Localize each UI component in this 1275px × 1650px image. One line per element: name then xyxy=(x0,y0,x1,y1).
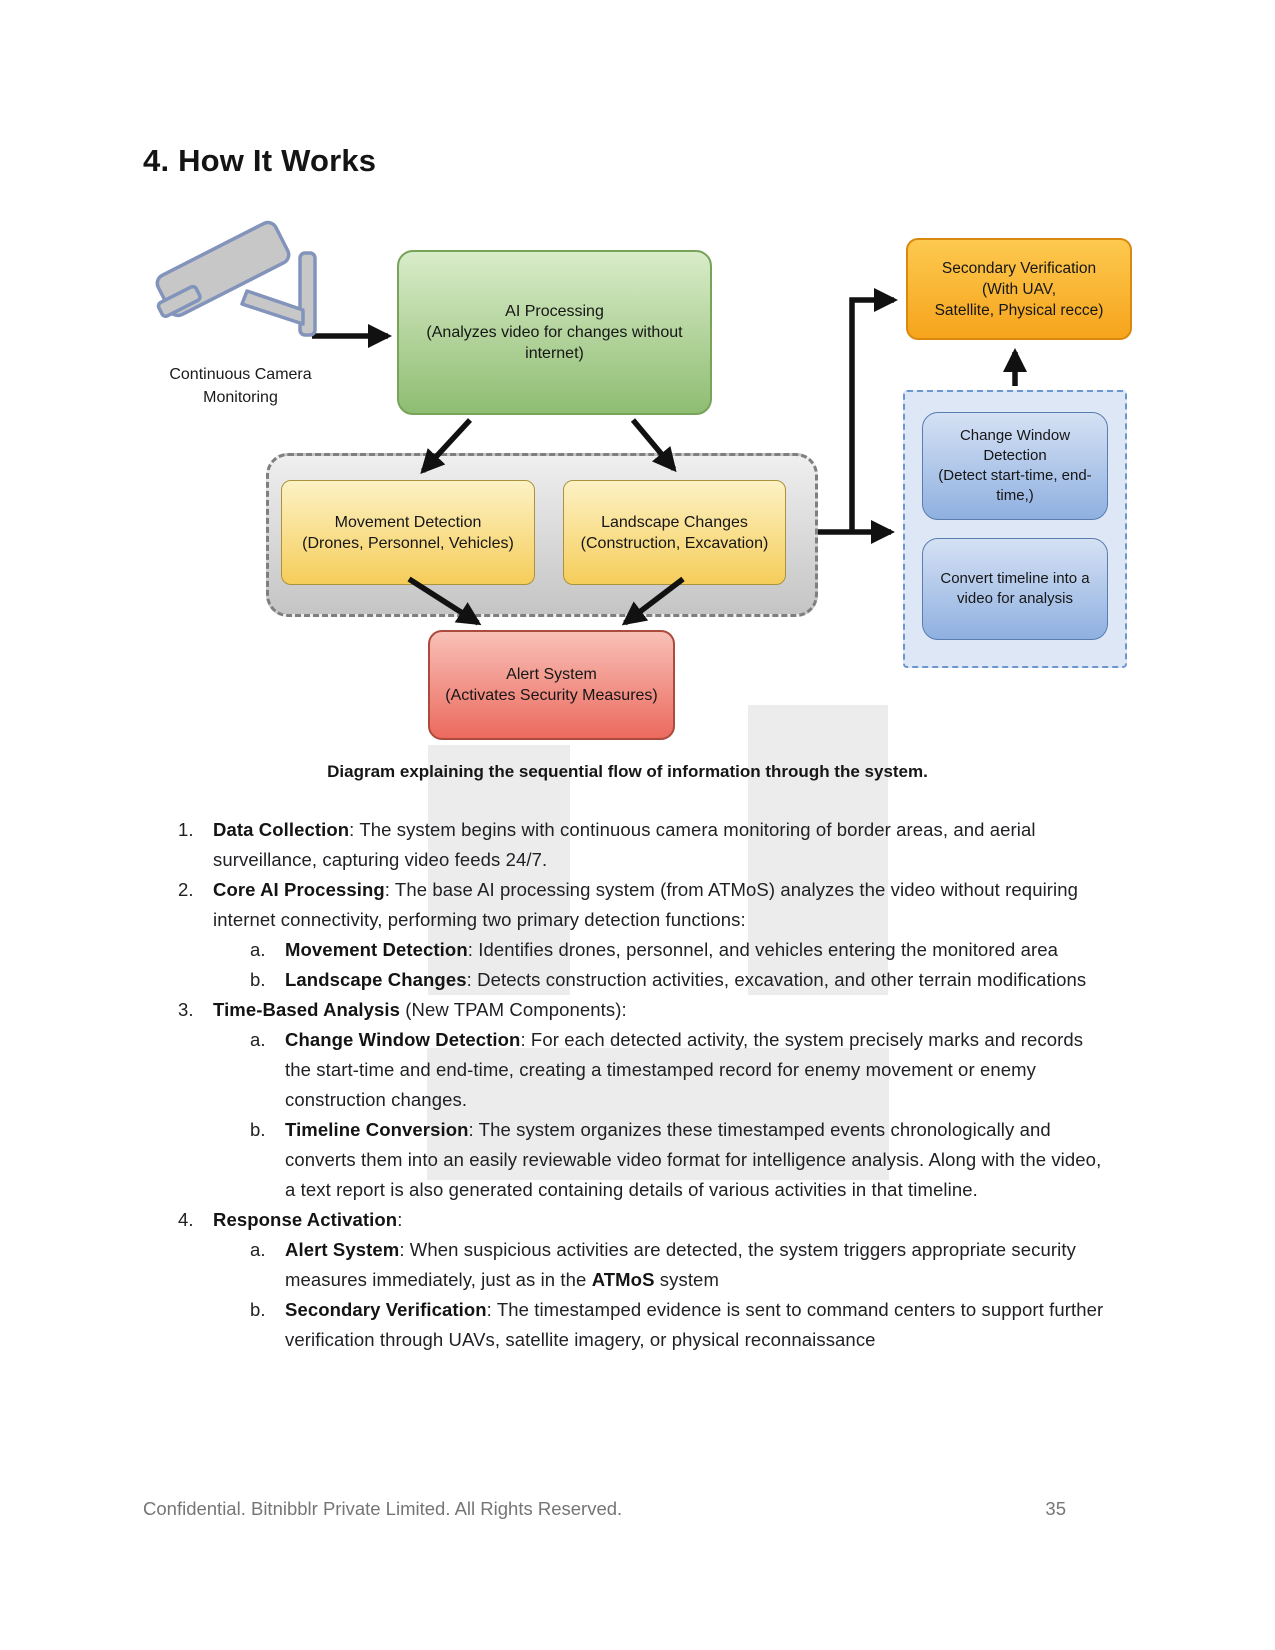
node-label-line: (With UAV, xyxy=(981,280,1057,298)
node-label-line: Landscape Changes xyxy=(601,513,748,531)
list-item xyxy=(250,1235,1113,1295)
node-ai-processing xyxy=(397,250,712,415)
list-marker: b. xyxy=(250,1119,266,1140)
list-item-text: Response Activation: xyxy=(213,1209,403,1230)
list-item-text: Timeline Conversion: The system organizes these timestamped events chronologically and converts them into an easily reviewable video format for intelligence analysis. Along with the video, a text report is also generated containing details of various activities in that timeline. xyxy=(285,1119,1102,1200)
list-item-text: Landscape Changes: Detects construction activities, excavation, and other terrain modifications xyxy=(285,969,1087,990)
node-label-line: (Analyzes video for changes without xyxy=(426,324,683,341)
list-item xyxy=(250,1295,1113,1355)
list-item-text: Alert System: When suspicious activities are detected, the system triggers appropriate security measures immediately, just as in the ATMoS system xyxy=(285,1239,1076,1290)
list-item xyxy=(250,1115,1113,1205)
node-label-line: video for analysis xyxy=(957,590,1073,607)
node-secondary-verification xyxy=(906,238,1132,340)
section-heading: 4. How It Works xyxy=(143,143,377,178)
list-marker: a. xyxy=(250,1239,266,1260)
node-landscape-changes xyxy=(563,480,786,585)
node-label-line: (Drones, Personnel, Vehicles) xyxy=(302,534,514,552)
node-label-line: Change Window xyxy=(959,427,1071,444)
list-item xyxy=(178,995,1113,1025)
node-label-line: Secondary Verification xyxy=(941,259,1097,277)
node-alert-system xyxy=(428,630,675,740)
arrow-detect-to-secondary xyxy=(852,300,894,532)
list-marker: 3. xyxy=(178,999,194,1020)
camera-caption xyxy=(148,360,333,412)
list-item xyxy=(250,1025,1113,1115)
node-label-line: Satellite, Physical recce) xyxy=(934,301,1104,319)
list-item-text: Movement Detection: Identifies drones, personnel, and vehicles entering the monitored area xyxy=(285,939,1059,960)
node-label-line: Detection xyxy=(983,447,1047,464)
list-marker: a. xyxy=(250,939,266,960)
list-item-text: Change Window Detection: For each detected activity, the system precisely marks and records the start-time and end-time, creating a timestamped record for enemy movement or enemy construction changes. xyxy=(285,1029,1084,1110)
node-label-line: Monitoring xyxy=(203,389,278,406)
list-marker: b. xyxy=(250,1299,266,1320)
node-label-line: Convert timeline into a xyxy=(940,570,1090,587)
node-label-line: (Detect start-time, end- xyxy=(938,467,1092,484)
node-label-line: Alert System xyxy=(506,666,597,683)
list-item xyxy=(250,965,1113,995)
list-marker: 4. xyxy=(178,1209,194,1230)
node-movement-detection xyxy=(281,480,535,585)
node-label-line: AI Processing xyxy=(505,303,604,320)
numbered-list xyxy=(178,815,1113,1355)
list-marker: b. xyxy=(250,969,266,990)
list-marker: 1. xyxy=(178,819,194,840)
list-item xyxy=(178,875,1113,935)
node-label-line: Movement Detection xyxy=(334,513,482,531)
node-label-line: (Activates Security Measures) xyxy=(445,687,658,704)
figure-caption: Diagram explaining the sequential flow of information through the system. xyxy=(327,762,928,781)
list-marker: a. xyxy=(250,1029,266,1050)
list-item-text: Core AI Processing: The base AI processing system (from ATMoS) analyzes the video without requiring internet connectivity, performing two primary detection functions: xyxy=(213,879,1079,930)
node-label-line: time,) xyxy=(996,487,1034,504)
node-label-line: (Construction, Excavation) xyxy=(580,534,769,552)
list-marker: 2. xyxy=(178,879,194,900)
page-number: 35 xyxy=(1045,1498,1066,1519)
node-label-line: Continuous Camera xyxy=(169,366,312,383)
list-item xyxy=(178,815,1113,875)
footer-confidential: Confidential. Bitnibblr Private Limited. All Rights Reserved. xyxy=(143,1498,623,1519)
cctv-camera-icon xyxy=(154,219,315,335)
node-convert-timeline xyxy=(922,538,1108,640)
list-item xyxy=(178,1205,1113,1235)
list-item xyxy=(250,935,1113,965)
list-item-text: Time-Based Analysis (New TPAM Components): xyxy=(213,999,627,1020)
node-change-window-detection xyxy=(922,412,1108,520)
list-item-text: Secondary Verification: The timestamped evidence is sent to command centers to support further verification through UAVs, satellite imagery, or physical reconnaissance xyxy=(285,1299,1104,1350)
list-item-text: Data Collection: The system begins with continuous camera monitoring of border areas, and aerial surveillance, capturing video feeds 24/7. xyxy=(213,819,1036,870)
node-label-line: internet) xyxy=(525,345,584,362)
